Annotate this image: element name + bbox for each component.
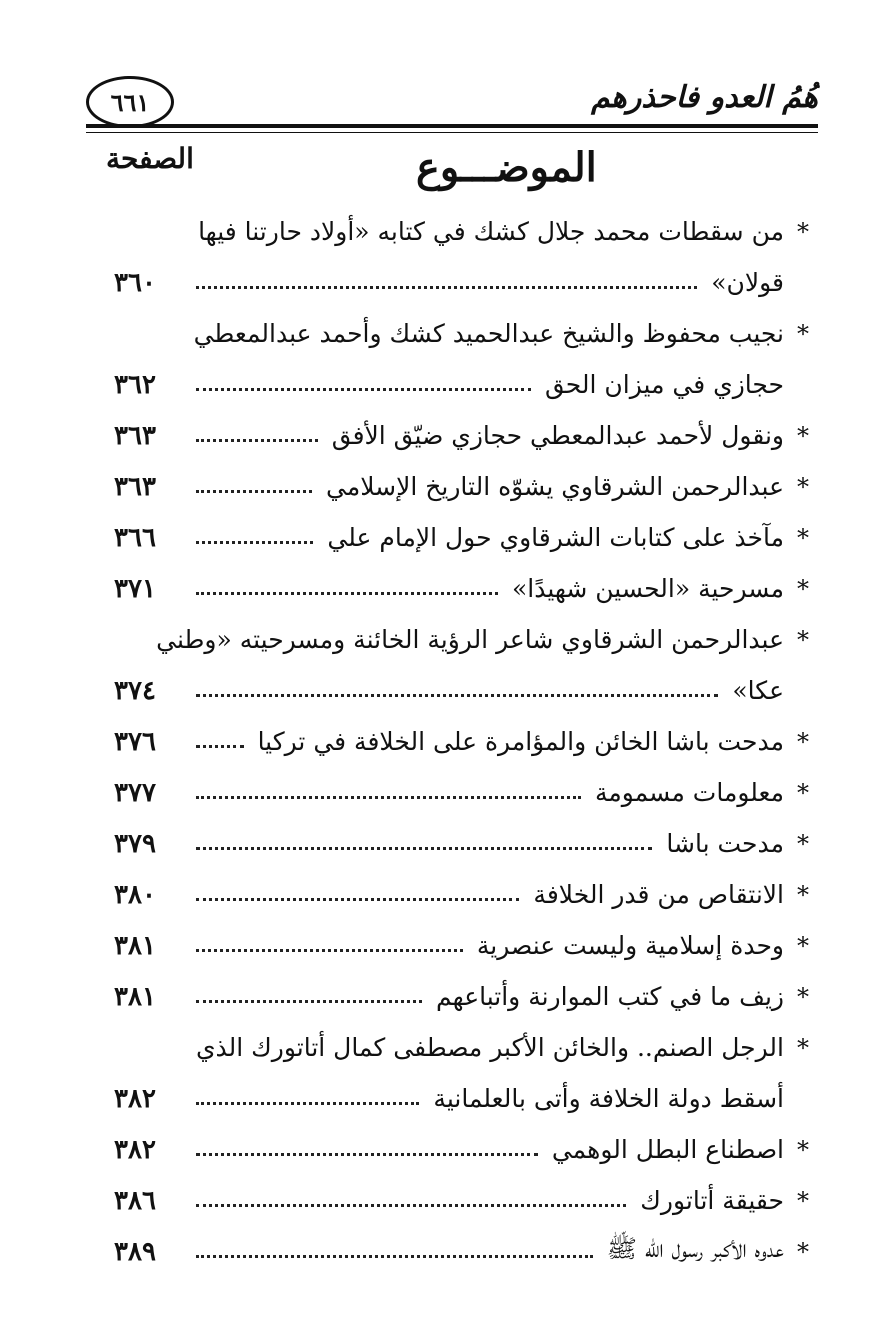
entry-page-number: ٣٧٩ bbox=[114, 828, 156, 859]
entry-bullet: * bbox=[797, 931, 809, 960]
header-rule bbox=[86, 124, 818, 128]
entry-page-number: ٣٨٢ bbox=[114, 1083, 156, 1114]
entry-title: عدوه الأكبر رسول الله ﷺ bbox=[606, 1234, 784, 1263]
toc-entry-line bbox=[100, 1175, 816, 1226]
dot-leader bbox=[196, 388, 531, 391]
entry-bullet: * bbox=[797, 727, 809, 756]
entry-title: عبدالرحمن الشرقاوي شاعر الرؤية الخائنة ومسرحيته «وطني bbox=[156, 625, 784, 654]
dot-leader bbox=[196, 898, 519, 901]
entry-bullet: * bbox=[797, 880, 809, 909]
entry-page-number: ٣٨١ bbox=[114, 930, 156, 961]
dot-leader bbox=[196, 745, 244, 748]
entry-title: عكا» bbox=[732, 676, 784, 705]
toc-entry-line bbox=[100, 1022, 816, 1073]
entry-bullet: * bbox=[797, 1033, 809, 1062]
header-rule-thin bbox=[86, 132, 818, 133]
entry-bullet: * bbox=[797, 217, 809, 246]
toc-entry-line bbox=[100, 359, 816, 410]
entry-title: ونقول لأحمد عبدالمعطي حجازي ضيّق الأفق bbox=[331, 421, 784, 450]
toc-entry-line bbox=[100, 818, 816, 869]
entry-title: من سقطات محمد جلال كشك في كتابه «أولاد حارتنا فيها bbox=[198, 217, 784, 246]
entry-bullet: * bbox=[797, 574, 809, 603]
entry-bullet: * bbox=[797, 523, 809, 552]
toc-entry-line bbox=[100, 563, 816, 614]
entry-bullet: * bbox=[797, 1186, 809, 1215]
toc-entry-line bbox=[100, 206, 816, 257]
entry-title: نجيب محفوظ والشيخ عبدالحميد كشك وأحمد عبدالمعطي bbox=[193, 319, 784, 348]
dot-leader bbox=[196, 796, 581, 799]
entry-bullet: * bbox=[797, 982, 809, 1011]
entry-page-number: ٣٧٤ bbox=[114, 675, 156, 706]
entry-page-number: ٣٦٦ bbox=[114, 522, 156, 553]
dot-leader bbox=[196, 1255, 593, 1258]
entry-bullet: * bbox=[797, 319, 809, 348]
entry-title: زيف ما في كتب الموارنة وأتباعهم bbox=[436, 982, 784, 1011]
toc-entry-line bbox=[100, 869, 816, 920]
toc-entry-line bbox=[100, 308, 816, 359]
entry-title: حقيقة أتاتورك bbox=[640, 1186, 784, 1215]
entry-title: اصطناع البطل الوهمي bbox=[551, 1135, 784, 1164]
entry-page-number: ٣٦٢ bbox=[114, 369, 156, 400]
entry-page-number: ٣٧٦ bbox=[114, 726, 156, 757]
column-headings bbox=[96, 140, 816, 200]
entry-page-number: ٣٨٠ bbox=[114, 879, 156, 910]
page-number: ٦٦١ bbox=[110, 87, 150, 117]
entry-page-number: ٣٧١ bbox=[114, 573, 156, 604]
entry-bullet: * bbox=[797, 829, 809, 858]
toc-entry-line bbox=[100, 257, 816, 308]
entry-title: حجازي في ميزان الحق bbox=[544, 370, 784, 399]
toc-entry-line bbox=[100, 512, 816, 563]
entry-title: مدحت باشا bbox=[666, 829, 784, 858]
entry-title: الرجل الصنم.. والخائن الأكبر مصطفى كمال أتاتورك الذي bbox=[195, 1033, 784, 1062]
dot-leader bbox=[196, 439, 318, 442]
entry-bullet: * bbox=[797, 472, 809, 501]
entry-page-number: ٣٦٣ bbox=[114, 420, 156, 451]
running-title: هُمُ العدو فاحذرهم bbox=[591, 80, 818, 115]
toc-entry-line bbox=[100, 1226, 816, 1277]
entry-page-number: ٣٨٢ bbox=[114, 1134, 156, 1165]
dot-leader bbox=[196, 286, 697, 289]
entry-title: قولان» bbox=[711, 268, 784, 297]
entry-bullet: * bbox=[797, 1135, 809, 1164]
subject-column-heading: الموضـــوع bbox=[416, 144, 597, 191]
dot-leader bbox=[196, 592, 498, 595]
entry-title: وحدة إسلامية وليست عنصرية bbox=[476, 931, 784, 960]
toc-entry-line bbox=[100, 767, 816, 818]
dot-leader bbox=[196, 847, 652, 850]
entry-bullet: * bbox=[797, 421, 809, 450]
dot-leader bbox=[196, 1102, 419, 1105]
entry-title: عبدالرحمن الشرقاوي يشوّه التاريخ الإسلامي bbox=[326, 472, 784, 501]
toc-entry-line bbox=[100, 971, 816, 1022]
toc-entry-line bbox=[100, 1124, 816, 1175]
dot-leader bbox=[196, 694, 718, 697]
toc-entry-line bbox=[100, 614, 816, 665]
entry-page-number: ٣٦٠ bbox=[114, 267, 156, 298]
toc-entry-line bbox=[100, 665, 816, 716]
entry-bullet: * bbox=[797, 1237, 809, 1266]
page-header bbox=[86, 72, 818, 134]
dot-leader bbox=[196, 490, 312, 493]
entry-page-number: ٣٨٩ bbox=[114, 1236, 156, 1267]
toc-entry-line bbox=[100, 410, 816, 461]
toc-entry-line bbox=[100, 920, 816, 971]
entry-title: مسرحية «الحسين شهيدًا» bbox=[511, 574, 784, 603]
entry-title: أسقط دولة الخلافة وأتى بالعلمانية bbox=[433, 1084, 784, 1113]
dot-leader bbox=[196, 949, 463, 952]
page-number-oval bbox=[86, 76, 174, 128]
entry-title: الانتقاص من قدر الخلافة bbox=[533, 880, 784, 909]
toc-entry-line bbox=[100, 1073, 816, 1124]
entry-page-number: ٣٦٣ bbox=[114, 471, 156, 502]
dot-leader bbox=[196, 1153, 538, 1156]
toc-entry-line bbox=[100, 716, 816, 767]
entry-bullet: * bbox=[797, 625, 809, 654]
entry-title: مدحت باشا الخائن والمؤامرة على الخلافة في تركيا bbox=[257, 727, 784, 756]
entry-page-number: ٣٧٧ bbox=[114, 777, 156, 808]
entry-page-number: ٣٨١ bbox=[114, 981, 156, 1012]
entry-title: مآخذ على كتابات الشرقاوي حول الإمام علي bbox=[327, 523, 784, 552]
table-of-contents bbox=[100, 206, 816, 1277]
dot-leader bbox=[196, 541, 313, 544]
entry-bullet: * bbox=[797, 778, 809, 807]
entry-title: معلومات مسمومة bbox=[595, 778, 784, 807]
toc-entry-line bbox=[100, 461, 816, 512]
dot-leader bbox=[196, 1204, 626, 1207]
dot-leader bbox=[196, 1000, 422, 1003]
entry-page-number: ٣٨٦ bbox=[114, 1185, 156, 1216]
page-column-heading: الصفحة bbox=[106, 142, 194, 175]
